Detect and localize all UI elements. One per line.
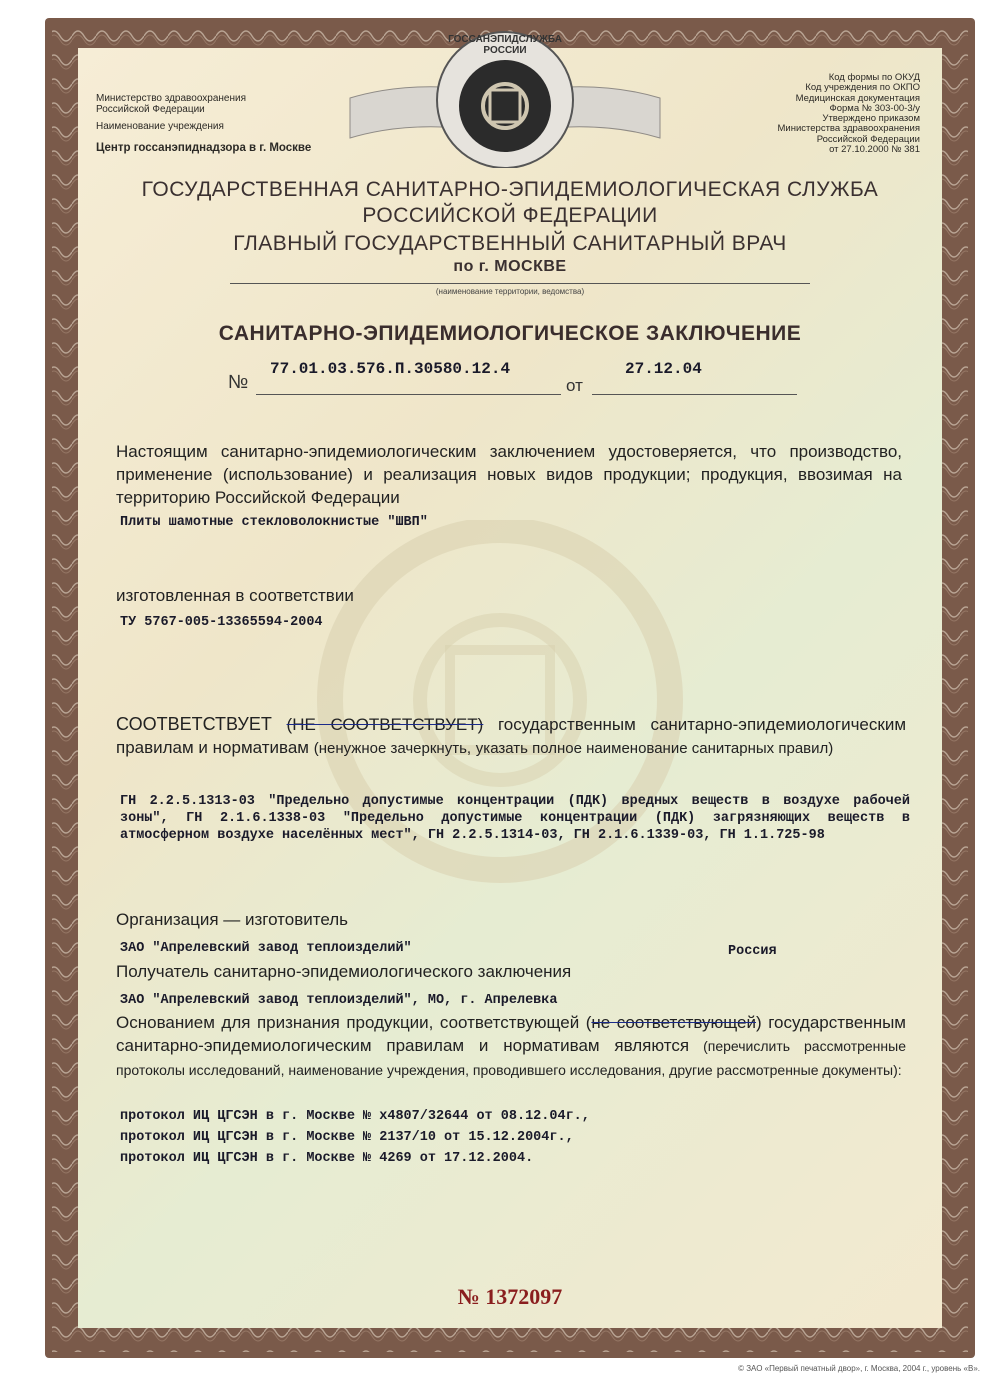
product-name: Плиты шамотные стекловолокнистые "ШВП" — [120, 515, 428, 530]
protocol-item: протокол ИЦ ЦГСЭН в г. Москве № 2137/10 от 15.12.2004г., — [120, 1130, 574, 1145]
manufacturer-name: ЗАО "Апрелевский завод теплоизделий" — [120, 941, 412, 956]
serial-number: № 1372097 — [457, 1284, 563, 1309]
institution-name: Центр госсанэпиднадзора в г. Москве — [96, 142, 312, 154]
printer-credit: © ЗАО «Первый печатный двор», г. Москва, 2004 г., уровень «В». — [738, 1364, 980, 1373]
header-territory: по г. МОСКВЕ — [453, 258, 567, 275]
manufactured-label: изготовленная в соответствии — [116, 586, 354, 605]
seal-text: ГОССАНЭПИДСЛУЖБА РОССИИ — [448, 34, 562, 56]
manufacturer-country: Россия — [728, 944, 777, 959]
manufacturer-label: Организация — изготовитель — [116, 910, 349, 929]
ministry-label: Министерство здравоохранения Российской Федерации — [96, 93, 246, 115]
date-prefix: от — [566, 376, 583, 395]
tech-spec: ТУ 5767-005-13365594-2004 — [120, 615, 323, 630]
compliance-statement — [116, 713, 906, 760]
institution-label: Наименование учреждения — [96, 121, 224, 132]
intro-text: Настоящим санитарно-эпидемиологическим заключением удостоверяется, что производство, применение (использование) и реализация новых видов продукции; продукция, ввозимая на территорию Российской Федерации — [116, 442, 902, 507]
norms-list: ГН 2.2.5.1313-03 "Предельно допустимые концентрации (ПДК) вредных веществ в воздухе рабочей зоны", ГН 2.1.6.1338-03 "Предельно допустимые концентрации (ПДК) загрязняющих веществ в атмосферном воздухе населённых мест", ГН 2.2.5.1314-03, ГН 2.1.6.1339-03, ГН 1.1.725-98 — [120, 794, 910, 843]
protocol-item: протокол ИЦ ЦГСЭН в г. Москве № 4269 от 17.12.2004. — [120, 1151, 534, 1166]
basis-struck: не соответствующей — [591, 1013, 757, 1032]
header-line3: ГЛАВНЫЙ ГОСУДАРСТВЕННЫЙ САНИТАРНЫЙ ВРАЧ — [233, 232, 787, 255]
recipient-name: ЗАО "Апрелевский завод теплоизделий", МО, г. Апрелевка — [120, 993, 558, 1008]
protocol-item: протокол ИЦ ЦГСЭН в г. Москве № х4807/32644 от 08.12.04г., — [120, 1109, 590, 1124]
certificate-date: 27.12.04 — [625, 360, 702, 378]
header-line2: РОССИЙСКОЙ ФЕДЕРАЦИИ — [362, 204, 658, 227]
form-info: Код формы по ОКУД Код учреждения по ОКПО Медицинская документация Форма № 303-00-3/у Утверждено приказом Министерства здравоохранения Российской Федерации от 27.10.2000 № 381 — [777, 72, 920, 156]
basis-text: Основанием для признания продукции, соответствующей (не соответствующей) государственным санитарно-эпидемиологическим правилам и нормативам являются (перечислить рассмотренные протоколы исследований, наименование учреждения, проводившего исследования, другие рассмотренные документы): — [116, 1013, 906, 1078]
territory-hint: (наименование территории, ведомства) — [435, 287, 585, 296]
certificate-number: 77.01.03.576.П.30580.12.4 — [270, 360, 511, 378]
document-title: САНИТАРНО-ЭПИДЕМИОЛОГИЧЕСКОЕ ЗАКЛЮЧЕНИЕ — [218, 322, 802, 345]
compliance-hint2: указать полное наименование санитарных правил) — [475, 740, 834, 757]
header-line1: ГОСУДАРСТВЕННАЯ САНИТАРНО-ЭПИДЕМИОЛОГИЧЕСКАЯ СЛУЖБА — [141, 178, 879, 201]
protocols-list — [120, 1106, 590, 1169]
recipient-label: Получатель санитарно-эпидемиологического заключения — [116, 962, 572, 981]
compliance-rest: государственным санитарно-эпидемиологическим правилам и нормативам — [116, 715, 907, 757]
compliance-word: СООТВЕТСТВУЕТ — [116, 714, 272, 734]
compliance-hint: (ненужное зачеркнуть, — [313, 740, 472, 757]
number-prefix: № — [228, 372, 249, 393]
compliance-struck: (НЕ СООТВЕТСТВУЕТ) — [286, 715, 484, 734]
